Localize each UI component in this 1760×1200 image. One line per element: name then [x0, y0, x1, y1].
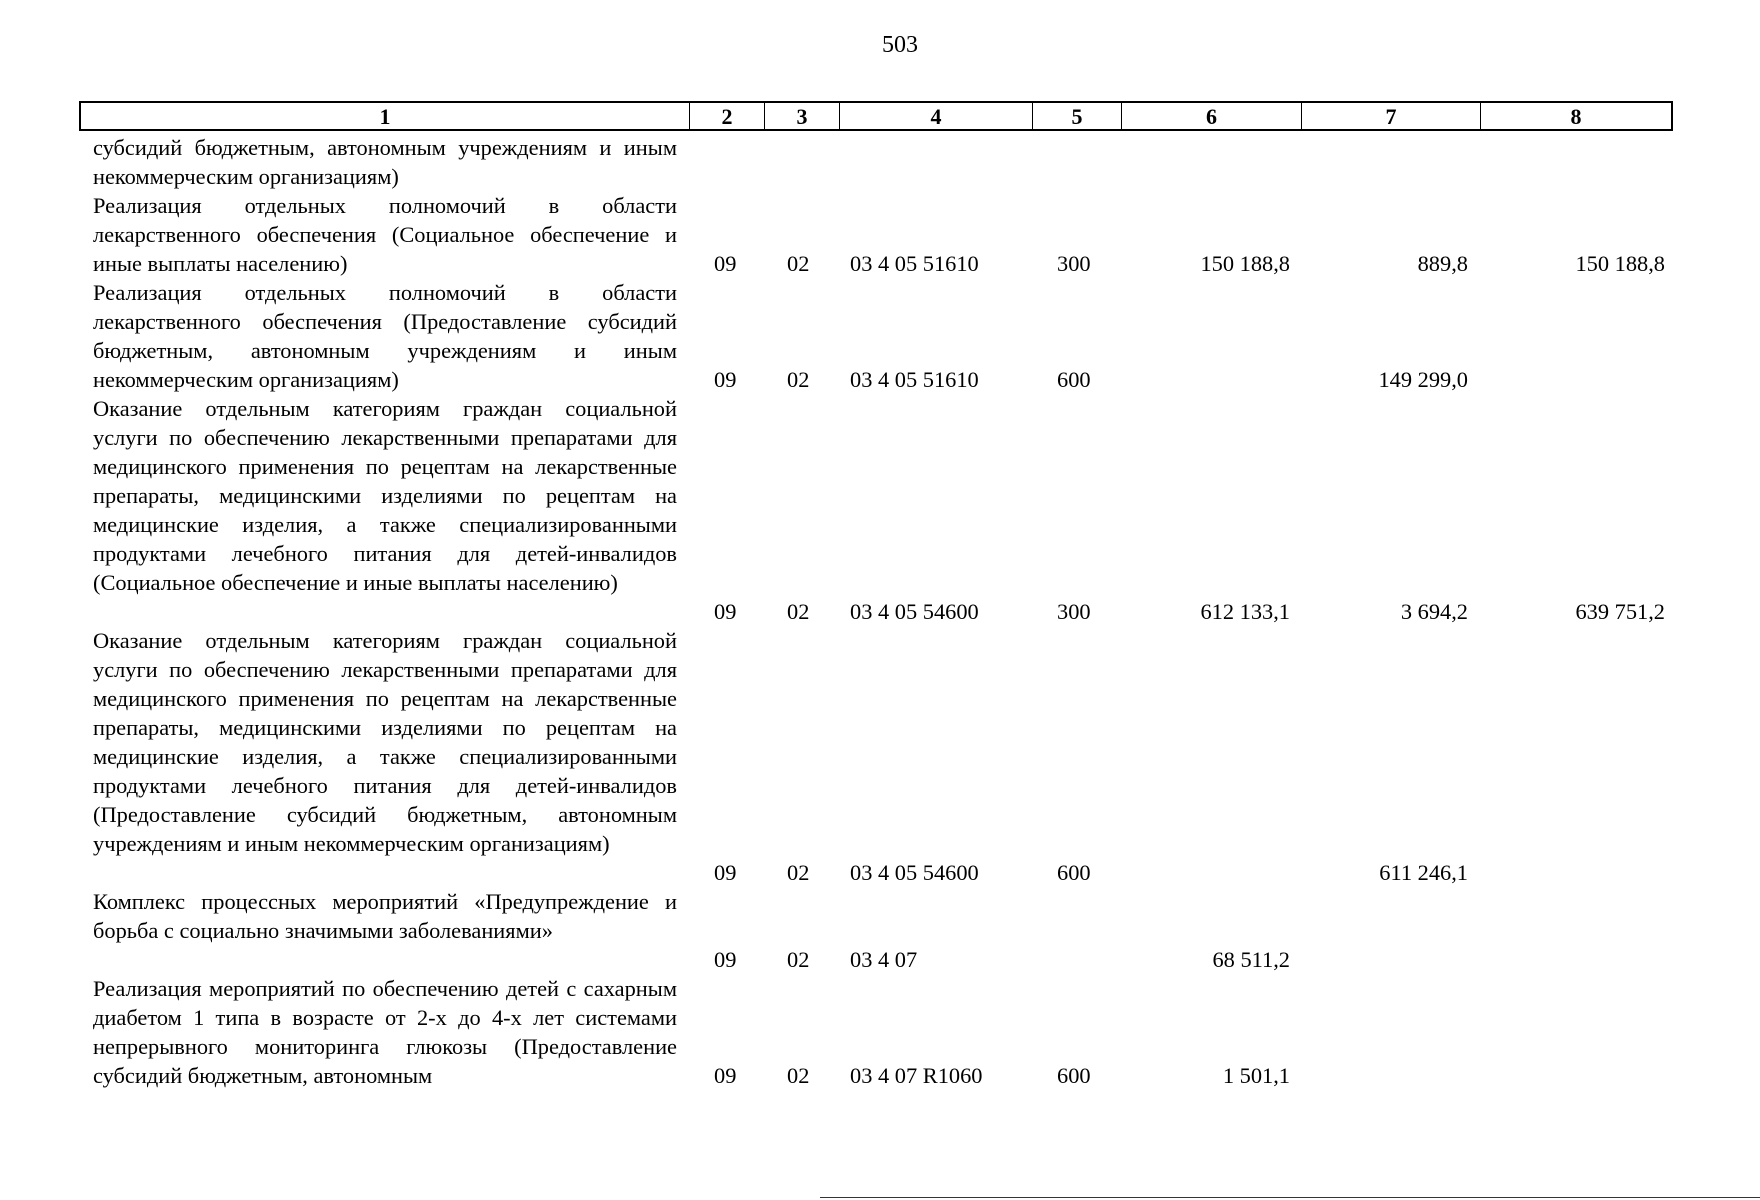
cell-subsection: 02 — [787, 860, 810, 885]
row-description: Реализация отдельных полномочий в области лекарственного обеспечения (Социальное обеспечение и иные выплаты населению) — [93, 193, 677, 276]
cell-expense-type: 300 — [1057, 251, 1091, 276]
cell-subsection: 02 — [787, 367, 810, 392]
column-header-6: 6 — [1122, 103, 1302, 129]
cell-target-code: 03 4 07 R1060 — [850, 1063, 983, 1088]
cell-section: 09 — [714, 1063, 737, 1088]
bottom-rule — [820, 1197, 1760, 1198]
column-header-4: 4 — [840, 103, 1033, 129]
cell-target-code: 03 4 07 — [850, 947, 918, 972]
cell-expense-type: 600 — [1057, 1063, 1091, 1088]
cell-target-code: 03 4 05 54600 — [850, 599, 979, 624]
row-description: Оказание отдельным категориям граждан социальной услуги по обеспечению лекарственными препаратами для медицинского применения по рецептам на лекарственные препараты, медицинскими изделиями по рецептам на медицинские изделия, а также специализированными продуктами лечебного питания для детей-инвалидов (Предоставление субсидий бюджетным, автономным учреждениям и иным некоммерческим организациям) — [93, 628, 677, 856]
column-header-7: 7 — [1302, 103, 1481, 129]
column-header-3: 3 — [765, 103, 840, 129]
cell-section: 09 — [714, 860, 737, 885]
row-description: Оказание отдельным категориям граждан социальной услуги по обеспечению лекарственными препаратами для медицинского применения по рецептам на лекарственные препараты, медицинскими изделиями по рецептам на медицинские изделия, а также специализированными продуктами лечебного питания для детей-инвалидов (Социальное обеспечение и иные выплаты населению) — [93, 396, 677, 595]
cell-amount-8: 639 751,2 — [1575, 599, 1665, 624]
cell-amount-6: 612 133,1 — [1200, 599, 1290, 624]
column-header-1: 1 — [81, 103, 690, 129]
cell-section: 09 — [714, 947, 737, 972]
cell-subsection: 02 — [787, 251, 810, 276]
page-number: 503 — [882, 32, 918, 58]
cell-subsection: 02 — [787, 947, 810, 972]
cell-target-code: 03 4 05 54600 — [850, 860, 979, 885]
column-header-2: 2 — [690, 103, 765, 129]
cell-section: 09 — [714, 599, 737, 624]
cell-expense-type: 600 — [1057, 367, 1091, 392]
cell-section: 09 — [714, 251, 737, 276]
row-description: Реализация отдельных полномочий в области лекарственного обеспечения (Предоставление субсидий бюджетным, автономным учреждениям и иным некоммерческим организациям) — [93, 280, 677, 392]
cell-expense-type: 600 — [1057, 860, 1091, 885]
column-header-8: 8 — [1570, 104, 1582, 129]
cell-subsection: 02 — [787, 1063, 810, 1088]
cell-target-code: 03 4 05 51610 — [850, 367, 979, 392]
cell-subsection: 02 — [787, 599, 810, 624]
cell-amount-7: 611 246,1 — [1379, 860, 1468, 885]
row-description: Комплекс процессных мероприятий «Предупреждение и борьба с социально значимыми заболеваниями» — [93, 889, 677, 943]
cell-amount-6: 1 501,1 — [1222, 1063, 1290, 1088]
cell-target-code: 03 4 05 51610 — [850, 251, 979, 276]
cell-amount-6: 68 511,2 — [1212, 947, 1290, 972]
cell-expense-type: 300 — [1057, 599, 1091, 624]
cell-amount-7: 889,8 — [1417, 251, 1468, 276]
cell-amount-7: 3 694,2 — [1400, 599, 1468, 624]
row-description: субсидий бюджетным, автономным учреждениям и иным некоммерческим организациям) — [93, 135, 677, 189]
cell-section: 09 — [714, 367, 737, 392]
row-description: Реализация мероприятий по обеспечению детей с сахарным диабетом 1 типа в возрасте от 2-х до 4-х лет системами непрерывного мониторинга глюкозы (Предоставление субсидий бюджетным, автономным — [93, 976, 677, 1088]
cell-amount-6: 150 188,8 — [1200, 251, 1290, 276]
cell-amount-7: 149 299,0 — [1378, 367, 1468, 392]
cell-amount-8: 150 188,8 — [1575, 251, 1665, 276]
column-header-5: 5 — [1033, 103, 1122, 129]
